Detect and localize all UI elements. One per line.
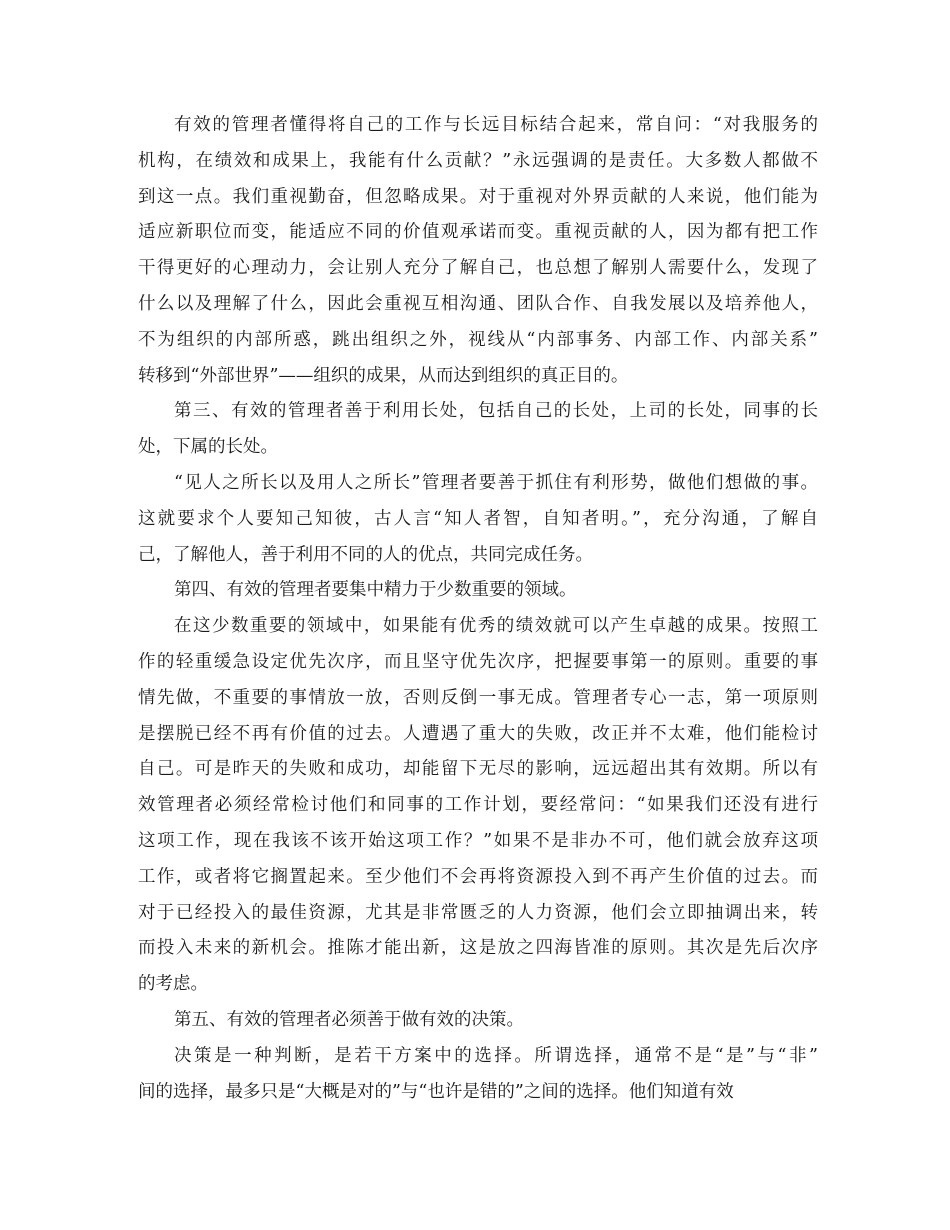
- text-line: 决策是一种判断，是若干方案中的选择。所谓选择，通常不是“是”与“非”: [174, 1045, 818, 1066]
- text-line: 作的轻重缓急设定优先次序，而且坚守优先次序，把握要事第一的原则。重要的事: [138, 651, 818, 672]
- text-line: 第四、有效的管理者要集中精力于少数重要的领域。: [174, 580, 577, 601]
- text-line: 是摆脱已经不再有价值的过去。人遭遇了重大的失败，改正并不太难，他们能检讨: [138, 723, 818, 744]
- text-line: 在这少数重要的领域中，如果能有优秀的绩效就可以产生卓越的成果。按照工: [174, 616, 818, 637]
- text-line: 转移到“外部世界”——组织的成果，从而达到组织的真正目的。: [138, 365, 629, 386]
- text-line: 不为组织的内部所惑，跳出组织之外，视线从“内部事务、内部工作、内部关系”: [138, 329, 818, 350]
- text-line: 这项工作，现在我该不该开始这项工作？”如果不是非办不可，他们就会放弃这项: [138, 830, 818, 851]
- text-line: 自己。可是昨天的失败和成功，却能留下无尽的影响，远远超出其有效期。所以有: [138, 759, 818, 780]
- text-line: 而投入未来的新机会。推陈才能出新，这是放之四海皆准的原则。其次是先后次序: [138, 938, 818, 959]
- text-line: 己，了解他人，善于利用不同的人的优点，共同完成任务。: [138, 544, 593, 565]
- text-line: 第三、有效的管理者善于利用长处，包括自己的长处，上司的长处，同事的长: [174, 401, 818, 422]
- text-line: 什么以及理解了什么，因此会重视互相沟通、团队合作、自我发展以及培养他人，: [138, 293, 818, 314]
- text-line: 情先做，不重要的事情放一放，否则反倒一事无成。管理者专心一志，第一项原则: [138, 687, 818, 708]
- text-line: 到这一点。我们重视勤奋，但忽略成果。对于重视对外界贡献的人来说，他们能为: [138, 186, 818, 207]
- text-line: 第五、有效的管理者必须善于做有效的决策。: [174, 1009, 524, 1030]
- text-line: 干得更好的心理动力，会让别人充分了解自己，也总想了解别人需要什么，发现了: [138, 258, 818, 279]
- text-line: 间的选择，最多只是“大概是对的”与“也许是错的”之间的选择。他们知道有效: [138, 1081, 734, 1102]
- text-line: 有效的管理者懂得将自己的工作与长远目标结合起来，常自问：“对我服务的: [174, 115, 818, 135]
- text-line: 效管理者必须经常检讨他们和同事的工作计划，要经常问：“如果我们还没有进行: [138, 795, 818, 816]
- text-line: 对于已经投入的最佳资源，尤其是非常匮乏的人力资源，他们会立即抽调出来，转: [138, 902, 818, 923]
- text-line: 适应新职位而变，能适应不同的价值观承诺而变。重视贡献的人，因为都有把工作: [138, 222, 818, 243]
- text-line: 机构，在绩效和成果上，我能有什么贡献？”永远强调的是责任。大多数人都做不: [138, 150, 818, 171]
- text-line: 工作，或者将它搁置起来。至少他们不会再将资源投入到不再产生价值的过去。而: [138, 866, 818, 887]
- text-line: 的考虑。: [138, 974, 208, 995]
- text-line: 这就要求个人要知己知彼，古人言“知人者智，自知者明。”，充分沟通，了解自: [138, 508, 818, 529]
- text-line: 处，下属的长处。: [138, 437, 278, 458]
- text-line: “见人之所长以及用人之所长”管理者要善于抓住有利形势，做他们想做的事。: [174, 472, 818, 493]
- document-body: [138, 108, 818, 1110]
